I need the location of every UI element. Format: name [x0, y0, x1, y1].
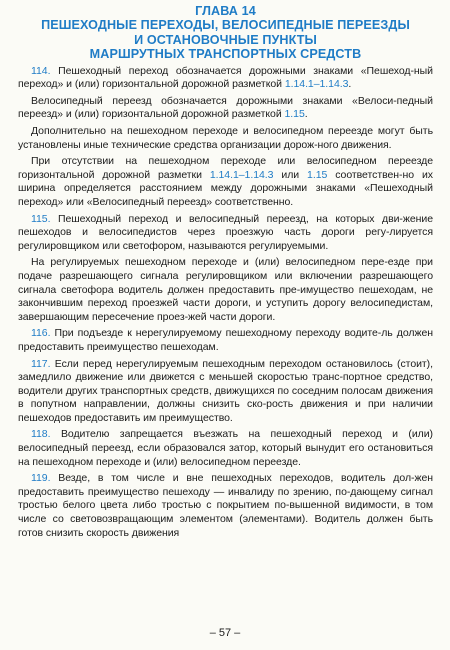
paragraph: [18, 95, 433, 122]
paragraph-text: Везде, в том числе и вне пешеходных переходов, водитель дол-жен предоставить преимущество пешеходу — инвалиду по зрению, по-дающему сигнал тростью белого цвета либо тростью с покрытием по-вышенной видимости, в том числе со световозвращающим элементом (элементами). Водитель должен быть готов снизить скорость движения: [18, 472, 433, 539]
paragraph-text: Пешеходный переход и велосипедный переезд, на которых дви-жение пешеходов и велосипедистов через проезжую часть дороги регу-лируется регулировщиком или светофором, называются регулируемыми.: [18, 212, 433, 252]
paragraph-text: .: [304, 108, 308, 121]
paragraph-text: Дополнительно на пешеходном переходе и велосипедном переезде могут быть установлены иные технические средства организации дорож-ного движения.: [18, 125, 433, 151]
page-number: – 57 –: [209, 627, 241, 639]
clause-number: 117.: [31, 357, 51, 370]
paragraph: [18, 125, 433, 152]
paragraph-text: соответствен-но их ширина определяется расстоянием между дорожными знаками «Пешеходный переход» или «Велосипедный переезд» соответственно.: [18, 168, 433, 208]
paragraph: [18, 155, 433, 209]
clause-paragraph: [18, 472, 433, 540]
clause-paragraph: [18, 65, 433, 92]
paragraph-text: При подъезде к нерегулируемому пешеходному переходу водите-ль должен предоставить преимущество пешеходам.: [18, 327, 433, 353]
paragraph-text: Велосипедный переезд обозначается дорожными знаками «Велоси-педный переезд» и (или) горизонтальной дорожной разметкой: [18, 94, 433, 121]
chapter-title-line: И ОСТАНОВОЧНЫЕ ПУНКТЫ: [134, 32, 317, 47]
chapter-heading: [18, 4, 433, 62]
clause-paragraph: [18, 327, 433, 354]
document-body: [18, 65, 433, 541]
clause-number: 119.: [31, 472, 51, 485]
marking-reference-link[interactable]: 1.15: [307, 168, 328, 181]
paragraph-text: При отсутствии на пешеходном переходе или велосипедном переезде горизонтальной дорожной разметки: [18, 155, 433, 181]
chapter-number: ГЛАВА 14: [195, 4, 256, 18]
marking-reference-link[interactable]: 1.15: [284, 108, 305, 121]
paragraph-text: .: [348, 78, 352, 91]
paragraph-text: На регулируемых пешеходном переходе и (или) велосипедном пере-езде при подаче разрешающего сигнала регулировщиком или включении разрешающего сигнала светофора водитель должен предоставить пре-имущество пешеходам, не закончившим переход проезжей части дороги, и уступить дорогу велосипедистам, завершающим пересечение проез-жей части дороги.: [18, 256, 433, 323]
paragraph-text: Пешеходный переход обозначается дорожными знаками «Пешеход-ный переход» и (или) горизонтальной дорожной разметкой: [18, 64, 433, 91]
clause-paragraph: [18, 213, 433, 254]
marking-reference-link[interactable]: 1.14.1–1.14.3: [284, 78, 349, 91]
chapter-title-line: ПЕШЕХОДНЫЕ ПЕРЕХОДЫ, ВЕЛОСИПЕДНЫЕ ПЕРЕЕЗДЫ: [41, 18, 410, 33]
clause-paragraph: [18, 428, 433, 469]
paragraph-text: Если перед нерегулируемым пешеходным переходом остановилось (стоит), замедлило движение или движется с меньшей скоростью транс-портное средство, водители других транспортных средств, движущихся по соседним полосам движения в попутном направлении, должны снизить ско-рость движения и при наличии пешеходов предоставить им преимущество.: [18, 357, 433, 424]
paragraph-text: или: [273, 168, 308, 181]
chapter-title-line: МАРШРУТНЫХ ТРАНСПОРТНЫХ СРЕДСТВ: [89, 47, 362, 62]
marking-reference-link[interactable]: 1.14.1–1.14.3: [209, 168, 274, 181]
clause-paragraph: [18, 358, 433, 426]
clause-number: 116.: [31, 327, 51, 340]
paragraph-text: Водителю запрещается въезжать на пешеходный переход и (или) велосипедный переезд, если образовался затор, который вынудит его остановиться на пешеходном переходе и (или) велосипедном переезде.: [18, 428, 433, 468]
clause-number: 115.: [31, 212, 51, 225]
clause-number: 114.: [31, 64, 51, 77]
paragraph: [18, 256, 433, 324]
clause-number: 118.: [31, 428, 51, 441]
